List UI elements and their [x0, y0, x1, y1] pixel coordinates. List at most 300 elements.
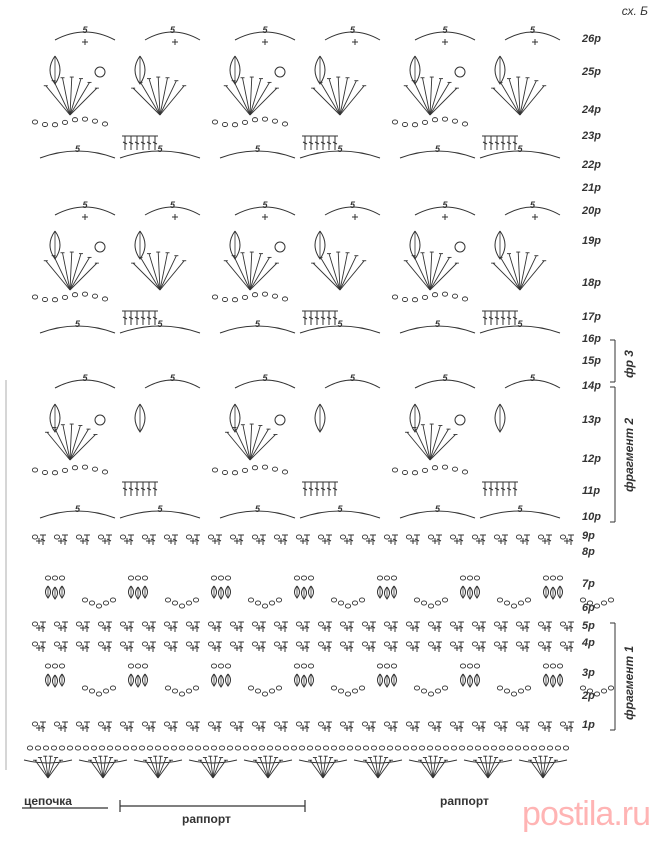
chain-stitch: [139, 746, 144, 750]
chain-stitch: [538, 642, 543, 646]
chain-arch: [464, 760, 512, 763]
chain-stitch: [402, 470, 407, 474]
chain-stitch: [428, 535, 433, 539]
chain-stitch: [428, 604, 433, 608]
chain-stitch: [555, 746, 560, 750]
chain-stitch: [301, 576, 306, 580]
chain-stitch: [59, 576, 64, 580]
row-label: 22р: [582, 159, 601, 171]
chain-stitch: [107, 746, 112, 750]
chain-stitch: [187, 746, 192, 750]
repeat-end-label: раппорт: [440, 794, 489, 808]
chain-stitch: [462, 470, 467, 474]
chain-stitch: [269, 689, 274, 693]
chain-stitch: [531, 746, 536, 750]
chain-stitch: [62, 295, 67, 299]
chain-stitch: [362, 642, 367, 646]
row-label: 7р: [582, 578, 595, 590]
chain-stitch: [412, 471, 417, 475]
chain-stitch: [516, 622, 521, 626]
chain-stitch: [601, 689, 606, 693]
chain-stitch: [142, 642, 147, 646]
chain-stitch: [421, 689, 426, 693]
chain-arch: [299, 760, 347, 763]
arch-number: 5: [82, 200, 88, 210]
chain-stitch: [511, 692, 516, 696]
chain-stitch: [377, 664, 382, 668]
chain-stitch: [115, 746, 120, 750]
chain-stitch: [54, 642, 59, 646]
arch-number: 5: [157, 144, 163, 154]
chain-stitch: [42, 297, 47, 301]
chain-stitch: [296, 642, 301, 646]
chain-stitch: [72, 118, 77, 122]
arch-number: 5: [434, 319, 441, 329]
chain-stitch: [186, 622, 191, 626]
ring: [275, 242, 285, 252]
chain-stitch: [406, 722, 411, 726]
chain-stitch: [252, 722, 257, 726]
chain-stitch: [355, 746, 360, 750]
chain-stitch: [427, 746, 432, 750]
chain-arch: [519, 760, 567, 763]
chain-stitch: [248, 598, 253, 602]
chain-stitch: [203, 746, 208, 750]
chain-stitch: [164, 722, 169, 726]
chain-stitch: [421, 601, 426, 605]
chain-stitch: [340, 535, 345, 539]
chain-stitch: [45, 576, 50, 580]
row-label: 23р: [582, 130, 601, 142]
chain-stitch: [296, 622, 301, 626]
chain-stitch: [294, 664, 299, 668]
chain-stitch: [442, 598, 447, 602]
chain-stitch: [262, 117, 267, 121]
chain-stitch: [315, 746, 320, 750]
arch-number: 5: [157, 504, 163, 514]
chain-stitch: [525, 686, 530, 690]
arch-number: 5: [254, 504, 261, 514]
chain-stitch: [165, 598, 170, 602]
fan-stitch: [422, 253, 430, 290]
chain-stitch: [42, 122, 47, 126]
chain-stitch: [276, 598, 281, 602]
chain-stitch: [543, 576, 548, 580]
arch-number: 5: [157, 319, 163, 329]
chain-stitch: [131, 746, 136, 750]
chain-stitch: [123, 746, 128, 750]
ring: [455, 242, 465, 252]
chain-stitch: [550, 664, 555, 668]
chain-stitch: [460, 576, 465, 580]
chain-stitch: [308, 664, 313, 668]
chain-stitch: [472, 622, 477, 626]
chain-stitch: [135, 664, 140, 668]
row-label: 5р: [582, 620, 595, 632]
chain-stitch: [299, 746, 304, 750]
arch-number: 5: [349, 25, 356, 35]
chain-stitch: [428, 692, 433, 696]
row-label: 6р: [582, 602, 595, 614]
arch-number: 5: [517, 319, 523, 329]
chain-stitch: [32, 120, 37, 124]
row-label: 18р: [582, 277, 601, 289]
chain-stitch: [459, 746, 464, 750]
chain-stitch: [212, 120, 217, 124]
chain-stitch: [102, 470, 107, 474]
chain-stitch: [406, 642, 411, 646]
fragment-3-label: фр 3: [622, 350, 636, 378]
chain-stitch: [252, 622, 257, 626]
ring: [455, 67, 465, 77]
chain-stitch: [428, 722, 433, 726]
chain-stitch: [340, 642, 345, 646]
chain-stitch: [406, 622, 411, 626]
ring: [275, 415, 285, 425]
chain-stitch: [82, 117, 87, 121]
fan-stitch: [423, 425, 430, 460]
chain-stitch: [467, 576, 472, 580]
chain-stitch: [411, 746, 416, 750]
chain-stitch: [120, 622, 125, 626]
fan-stitch: [243, 425, 250, 460]
arch-number: 5: [442, 200, 448, 210]
chain-stitch: [450, 642, 455, 646]
chain-stitch: [92, 467, 97, 471]
chain-stitch: [296, 722, 301, 726]
arch-number: 5: [169, 200, 176, 210]
chain-stitch: [308, 576, 313, 580]
chain-stitch: [467, 664, 472, 668]
chain-stitch: [452, 467, 457, 471]
chain-stitch: [269, 601, 274, 605]
row-label: 11р: [582, 485, 601, 497]
chain-stitch: [42, 470, 47, 474]
chain-stitch: [232, 298, 237, 302]
row-label: 21р: [582, 182, 601, 194]
chain-stitch: [283, 746, 288, 750]
chain-stitch: [518, 601, 523, 605]
chain-stitch: [179, 692, 184, 696]
chain-stitch: [243, 746, 248, 750]
chain-stitch: [384, 664, 389, 668]
chain-stitch: [32, 622, 37, 626]
arch-number: 5: [254, 319, 261, 329]
chain-stitch: [384, 535, 389, 539]
chain-stitch: [52, 123, 57, 127]
chain-stitch: [282, 122, 287, 126]
chain-stitch: [193, 598, 198, 602]
chain-stitch: [276, 686, 281, 690]
chain-stitch: [392, 468, 397, 472]
chain-stitch: [179, 746, 184, 750]
chain-stitch: [120, 722, 125, 726]
chain-stitch: [338, 689, 343, 693]
chain-stitch: [186, 689, 191, 693]
chain-stitch: [45, 664, 50, 668]
chain-stitch: [164, 622, 169, 626]
chain-stitch: [525, 598, 530, 602]
chain-stitch: [523, 746, 528, 750]
chain-stitch: [452, 294, 457, 298]
chain-stitch: [230, 535, 235, 539]
chain-stitch: [255, 601, 260, 605]
chain-stitch: [452, 119, 457, 123]
row-label: 15р: [582, 355, 601, 367]
chain-stitch: [212, 468, 217, 472]
chain-stitch: [242, 120, 247, 124]
chain-stitch: [252, 466, 257, 470]
chain-stitch: [186, 722, 191, 726]
chain-stitch: [92, 119, 97, 123]
fan-stitch: [160, 253, 168, 290]
chain-stitch: [208, 535, 213, 539]
chain-stitch: [301, 664, 306, 668]
chain-stitch: [82, 686, 87, 690]
chain-stitch: [392, 120, 397, 124]
chain-stitch: [560, 535, 565, 539]
chain-stitch: [608, 598, 613, 602]
chain-stitch: [331, 686, 336, 690]
chain-stitch: [539, 746, 544, 750]
chain-stitch: [242, 295, 247, 299]
chain-stitch: [186, 601, 191, 605]
chain-stitch: [560, 622, 565, 626]
chain-stitch: [54, 622, 59, 626]
chain-stitch: [428, 622, 433, 626]
chain-stitch: [474, 576, 479, 580]
chain-stitch: [414, 598, 419, 602]
chain-stitch: [98, 535, 103, 539]
chain-arch: [189, 760, 237, 763]
chain-stitch: [318, 722, 323, 726]
row-label: 8р: [582, 546, 595, 558]
chain-stitch: [89, 601, 94, 605]
chain-stitch: [232, 123, 237, 127]
chain-label: цепочка: [24, 794, 72, 808]
chain-stitch: [102, 297, 107, 301]
chain-stitch: [172, 601, 177, 605]
chain-stitch: [142, 576, 147, 580]
chain-stitch: [103, 601, 108, 605]
chain-stitch: [96, 692, 101, 696]
chain-stitch: [352, 689, 357, 693]
chain-stitch: [232, 471, 237, 475]
chain-stitch: [331, 746, 336, 750]
chain-stitch: [442, 686, 447, 690]
chain-stitch: [379, 746, 384, 750]
chain-stitch: [340, 622, 345, 626]
chain-stitch: [32, 642, 37, 646]
watermark: postila.ru: [522, 795, 650, 833]
chain-stitch: [218, 576, 223, 580]
chain-stitch: [435, 601, 440, 605]
row-label: 1р: [582, 719, 595, 731]
chain-stitch: [252, 118, 257, 122]
chain-arch: [134, 760, 182, 763]
arch-number: 5: [434, 144, 441, 154]
chain-stitch: [443, 746, 448, 750]
chain-stitch: [102, 122, 107, 126]
chain-stitch: [402, 122, 407, 126]
chain-stitch: [52, 664, 57, 668]
arch-number: 5: [434, 504, 441, 514]
chain-stitch: [497, 598, 502, 602]
row-label: 13р: [582, 414, 601, 426]
chain-stitch: [428, 642, 433, 646]
chain-arch: [244, 760, 292, 763]
scheme-title: сх. Б: [621, 4, 648, 18]
chain-stitch: [89, 689, 94, 693]
chain-stitch: [98, 642, 103, 646]
chain-stitch: [251, 746, 256, 750]
chain-stitch: [255, 689, 260, 693]
chain-stitch: [43, 746, 48, 750]
arch-number: 5: [337, 319, 343, 329]
chain-stitch: [515, 746, 520, 750]
chain-stitch: [120, 642, 125, 646]
chain-stitch: [318, 622, 323, 626]
arch-number: 5: [74, 504, 81, 514]
chain-stitch: [211, 746, 216, 750]
chain-stitch: [272, 119, 277, 123]
arch-number: 5: [82, 25, 88, 35]
chain-stitch: [362, 722, 367, 726]
chain-stitch: [282, 470, 287, 474]
chain-arch: [354, 760, 402, 763]
chain-stitch: [538, 722, 543, 726]
arch-number: 5: [442, 25, 448, 35]
chain-stitch: [67, 746, 72, 750]
chain-stitch: [497, 686, 502, 690]
chain-stitch: [467, 746, 472, 750]
row-label: 24р: [582, 104, 601, 116]
chain-stitch: [403, 746, 408, 750]
chain-stitch: [331, 598, 336, 602]
chain-stitch: [32, 468, 37, 472]
ring: [95, 415, 105, 425]
chain-stitch: [412, 123, 417, 127]
row-label: 12р: [582, 453, 601, 465]
fan-stitch: [62, 78, 70, 115]
arch-number: 5: [349, 200, 356, 210]
arch-number: 5: [337, 504, 343, 514]
chain-stitch: [83, 746, 88, 750]
chain-stitch: [412, 298, 417, 302]
chain-stitch: [186, 535, 191, 539]
chain-stitch: [462, 122, 467, 126]
chain-stitch: [72, 466, 77, 470]
chain-stitch: [82, 292, 87, 296]
chain-stitch: [435, 689, 440, 693]
row-label: 2р: [582, 690, 595, 702]
chain-stitch: [594, 604, 599, 608]
chain-stitch: [155, 746, 160, 750]
chain-stitch: [172, 689, 177, 693]
row-label: 9р: [582, 530, 595, 542]
chain-stitch: [193, 686, 198, 690]
chain-stitch: [92, 294, 97, 298]
chain-stitch: [227, 746, 232, 750]
arch-number: 5: [169, 373, 176, 383]
chain-stitch: [186, 642, 191, 646]
chain-stitch: [392, 295, 397, 299]
chain-stitch: [110, 598, 115, 602]
chain-stitch: [82, 465, 87, 469]
chain-stitch: [395, 746, 400, 750]
arch-number: 5: [349, 373, 356, 383]
chain-stitch: [27, 746, 32, 750]
chain-stitch: [225, 664, 230, 668]
chain-stitch: [338, 601, 343, 605]
chain-stitch: [252, 642, 257, 646]
chain-stitch: [195, 746, 200, 750]
arch-number: 5: [529, 200, 536, 210]
chain-stitch: [171, 746, 176, 750]
chain-stitch: [96, 604, 101, 608]
chain-stitch: [538, 535, 543, 539]
chain-stitch: [98, 622, 103, 626]
ring: [95, 242, 105, 252]
chain-stitch: [128, 664, 133, 668]
chain-stitch: [267, 746, 272, 750]
chain-stitch: [242, 468, 247, 472]
arch-number: 5: [254, 144, 261, 154]
chain-stitch: [275, 746, 280, 750]
fan-stitch: [520, 78, 528, 115]
chain-stitch: [504, 689, 509, 693]
chain-stitch: [179, 604, 184, 608]
chain-stitch: [516, 722, 521, 726]
chain-stitch: [222, 470, 227, 474]
chain-stitch: [147, 746, 152, 750]
chain-stitch: [557, 576, 562, 580]
chain-stitch: [462, 297, 467, 301]
row-label: 25р: [582, 66, 601, 78]
chain-stitch: [259, 746, 264, 750]
chain-stitch: [142, 622, 147, 626]
chain-stitch: [282, 297, 287, 301]
chain-stitch: [494, 622, 499, 626]
chain-stitch: [504, 601, 509, 605]
row-label: 14р: [582, 380, 601, 392]
arch-number: 5: [337, 144, 343, 154]
chain-stitch: [307, 746, 312, 750]
chain-stitch: [560, 642, 565, 646]
chain-stitch: [347, 746, 352, 750]
chain-stitch: [475, 746, 480, 750]
chain-stitch: [218, 664, 223, 668]
chain-stitch: [222, 122, 227, 126]
chain-stitch: [450, 535, 455, 539]
chain-stitch: [76, 622, 81, 626]
chain-stitch: [472, 722, 477, 726]
chain-stitch: [543, 664, 548, 668]
fan-stitch: [340, 78, 348, 115]
chain-stitch: [274, 642, 279, 646]
chain-stitch: [406, 535, 411, 539]
fan-stitch: [520, 253, 528, 290]
fan-stitch: [340, 253, 348, 290]
chain-stitch: [230, 642, 235, 646]
chain-stitch: [318, 535, 323, 539]
chain-stitch: [32, 295, 37, 299]
chain-stitch: [318, 642, 323, 646]
chain-stitch: [377, 576, 382, 580]
arch-number: 5: [262, 373, 268, 383]
chain-stitch: [516, 535, 521, 539]
chain-stitch: [82, 598, 87, 602]
